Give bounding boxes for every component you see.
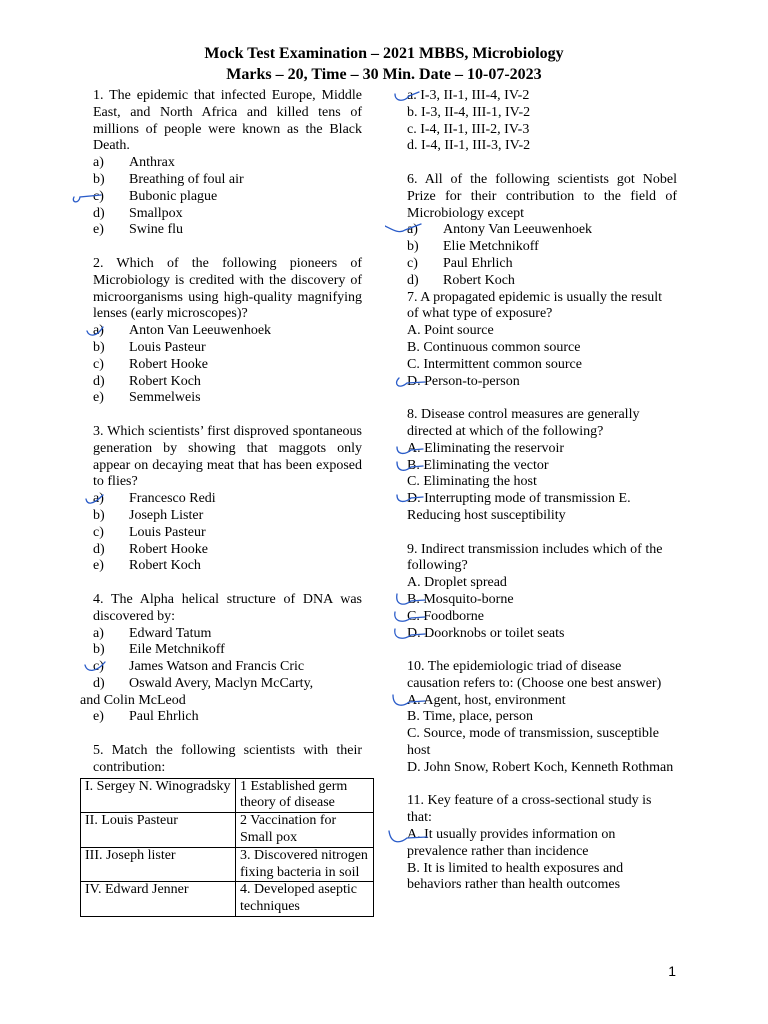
question-stem: 1. The epidemic that infected Europe, Middle East, and North Africa and killed tens of millions of people were known as the Black Death. [93, 88, 362, 154]
choice: D. Doorknobs or toilet seats [407, 626, 677, 643]
option: d) Robert Koch [93, 373, 201, 389]
option: a) Anthrax [93, 155, 175, 171]
left-column [80, 88, 368, 934]
option: a) Antony Van Leeuwenhoek [407, 222, 677, 239]
choice: b. I-3, II-4, III-1, IV-2 [407, 104, 531, 120]
match-table [80, 778, 374, 917]
choice: B. Time, place, person [407, 709, 533, 725]
question-stem: 8. Disease control measures are generally directed at which of the following? [407, 407, 640, 439]
choice: B. Continuous common source [407, 339, 581, 355]
choice: A. Point source [407, 323, 494, 339]
choice: d. I-4, II-1, III-3, IV-2 [407, 138, 531, 154]
choice: D. Interrupting mode of transmission E. Reducing host susceptibility [407, 491, 677, 525]
question-stem: 4. The Alpha helical structure of DNA was discovered by: [93, 591, 362, 624]
option: b) Louis Pasteur [93, 339, 206, 355]
option: and Colin McLeod [80, 692, 186, 708]
question-2 [93, 256, 362, 407]
question-4 [80, 591, 362, 726]
choice: D. John Snow, Robert Koch, Kenneth Rothman [407, 759, 674, 775]
question-5 [85, 743, 368, 917]
question-stem: 2. Which of the following pioneers of Microbiology is credited with the discovery of microorganisms using high-quality magnifying lenses (early microscopes)? [93, 255, 362, 322]
option: c) Robert Hooke [93, 356, 208, 372]
question-stem: 7. A propagated epidemic is usually the result of what type of exposure? [407, 289, 663, 322]
choice: A. Eliminating the reservoir [407, 441, 677, 458]
option: b) Elie Metchnikoff [407, 239, 539, 255]
table-row: IV. Edward Jenner 4. Developed aseptic techniques [81, 882, 374, 917]
question-10 [407, 659, 677, 777]
exam-details: Marks – 20, Time – 30 Min. Date – 10-07-2023 [226, 66, 542, 83]
choice: B. Eliminating the vector [407, 458, 677, 475]
choice: D. Person-to-person [407, 374, 677, 391]
option: a) Anton Van Leeuwenhoek [93, 323, 362, 340]
question-6 [407, 172, 677, 290]
question-stem: 10. The epidemiologic triad of disease causation refers to: (Choose one best answer) [407, 659, 662, 691]
option: b) Eile Metchnikoff [93, 642, 225, 658]
question-9 [407, 542, 677, 643]
question-stem: 9. Indirect transmission includes which of the following? [407, 541, 663, 574]
option: d) Oswald Avery, Maclyn McCarty, [93, 675, 314, 691]
table-row: I. Sergey N. Winogradsky 1 Established germ theory of disease [81, 778, 374, 813]
option: c) Paul Ehrlich [407, 255, 513, 271]
choice: C. Eliminating the host [407, 474, 537, 490]
option: a) Francesco Redi [93, 491, 362, 508]
question-5-choices [407, 88, 677, 155]
question-1 [93, 88, 362, 239]
option: b) Joseph Lister [93, 507, 204, 523]
question-8 [407, 407, 677, 525]
choice: a. I-3, II-1, III-4, IV-2 [407, 88, 677, 105]
choice: c. I-4, II-1, III-2, IV-3 [407, 121, 530, 137]
choice: A. It usually provides information on prevalence rather than incidence [407, 827, 677, 861]
option: d) Smallpox [93, 205, 183, 221]
choice: C. Intermittent common source [407, 356, 582, 372]
choice: C. Foodborne [407, 609, 677, 626]
question-stem: 6. All of the following scientists got Nobel Prize for their contribution to the field of Microbiology except [407, 171, 677, 221]
choice: B. Mosquito-borne [407, 592, 677, 609]
question-7 [407, 290, 677, 391]
question-stem: 11. Key feature of a cross-sectional study is that: [407, 793, 652, 826]
question-stem: 3. Which scientists’ first disproved spontaneous generation by showing that maggots only appear on decaying meat that has been exposed to flies? [93, 423, 362, 490]
question-11 [407, 793, 677, 894]
right-column [407, 88, 677, 911]
option: d) Robert Koch [407, 272, 515, 288]
option: c) James Watson and Francis Cric [93, 659, 362, 676]
option: a) Edward Tatum [93, 625, 212, 641]
choice: B. It is limited to health exposures and behaviors rather than health outcomes [407, 860, 624, 893]
exam-title: Mock Test Examination – 2021 MBBS, Microbiology [204, 45, 564, 62]
choice: A. Droplet spread [407, 575, 507, 591]
question-stem: 5. Match the following scientists with their contribution: [93, 743, 362, 775]
option: e) Robert Koch [93, 558, 201, 574]
page-number: 1 [668, 963, 676, 979]
option: e) Swine flu [93, 222, 184, 238]
question-3 [93, 424, 362, 575]
choice: C. Source, mode of transmission, susceptible host [407, 726, 659, 759]
choice: A. Agent, host, environment [407, 693, 677, 710]
option: e) Paul Ehrlich [93, 709, 199, 725]
option: b) Breathing of foul air [93, 171, 244, 187]
option: c) Bubonic plague [93, 189, 362, 206]
option: e) Semmelweis [93, 390, 201, 406]
option: c) Louis Pasteur [93, 524, 206, 540]
table-row: III. Joseph lister 3. Discovered nitrogen fixing bacteria in soil [81, 847, 374, 882]
option: d) Robert Hooke [93, 541, 208, 557]
table-row: II. Louis Pasteur 2 Vaccination for Small pox [81, 813, 374, 848]
